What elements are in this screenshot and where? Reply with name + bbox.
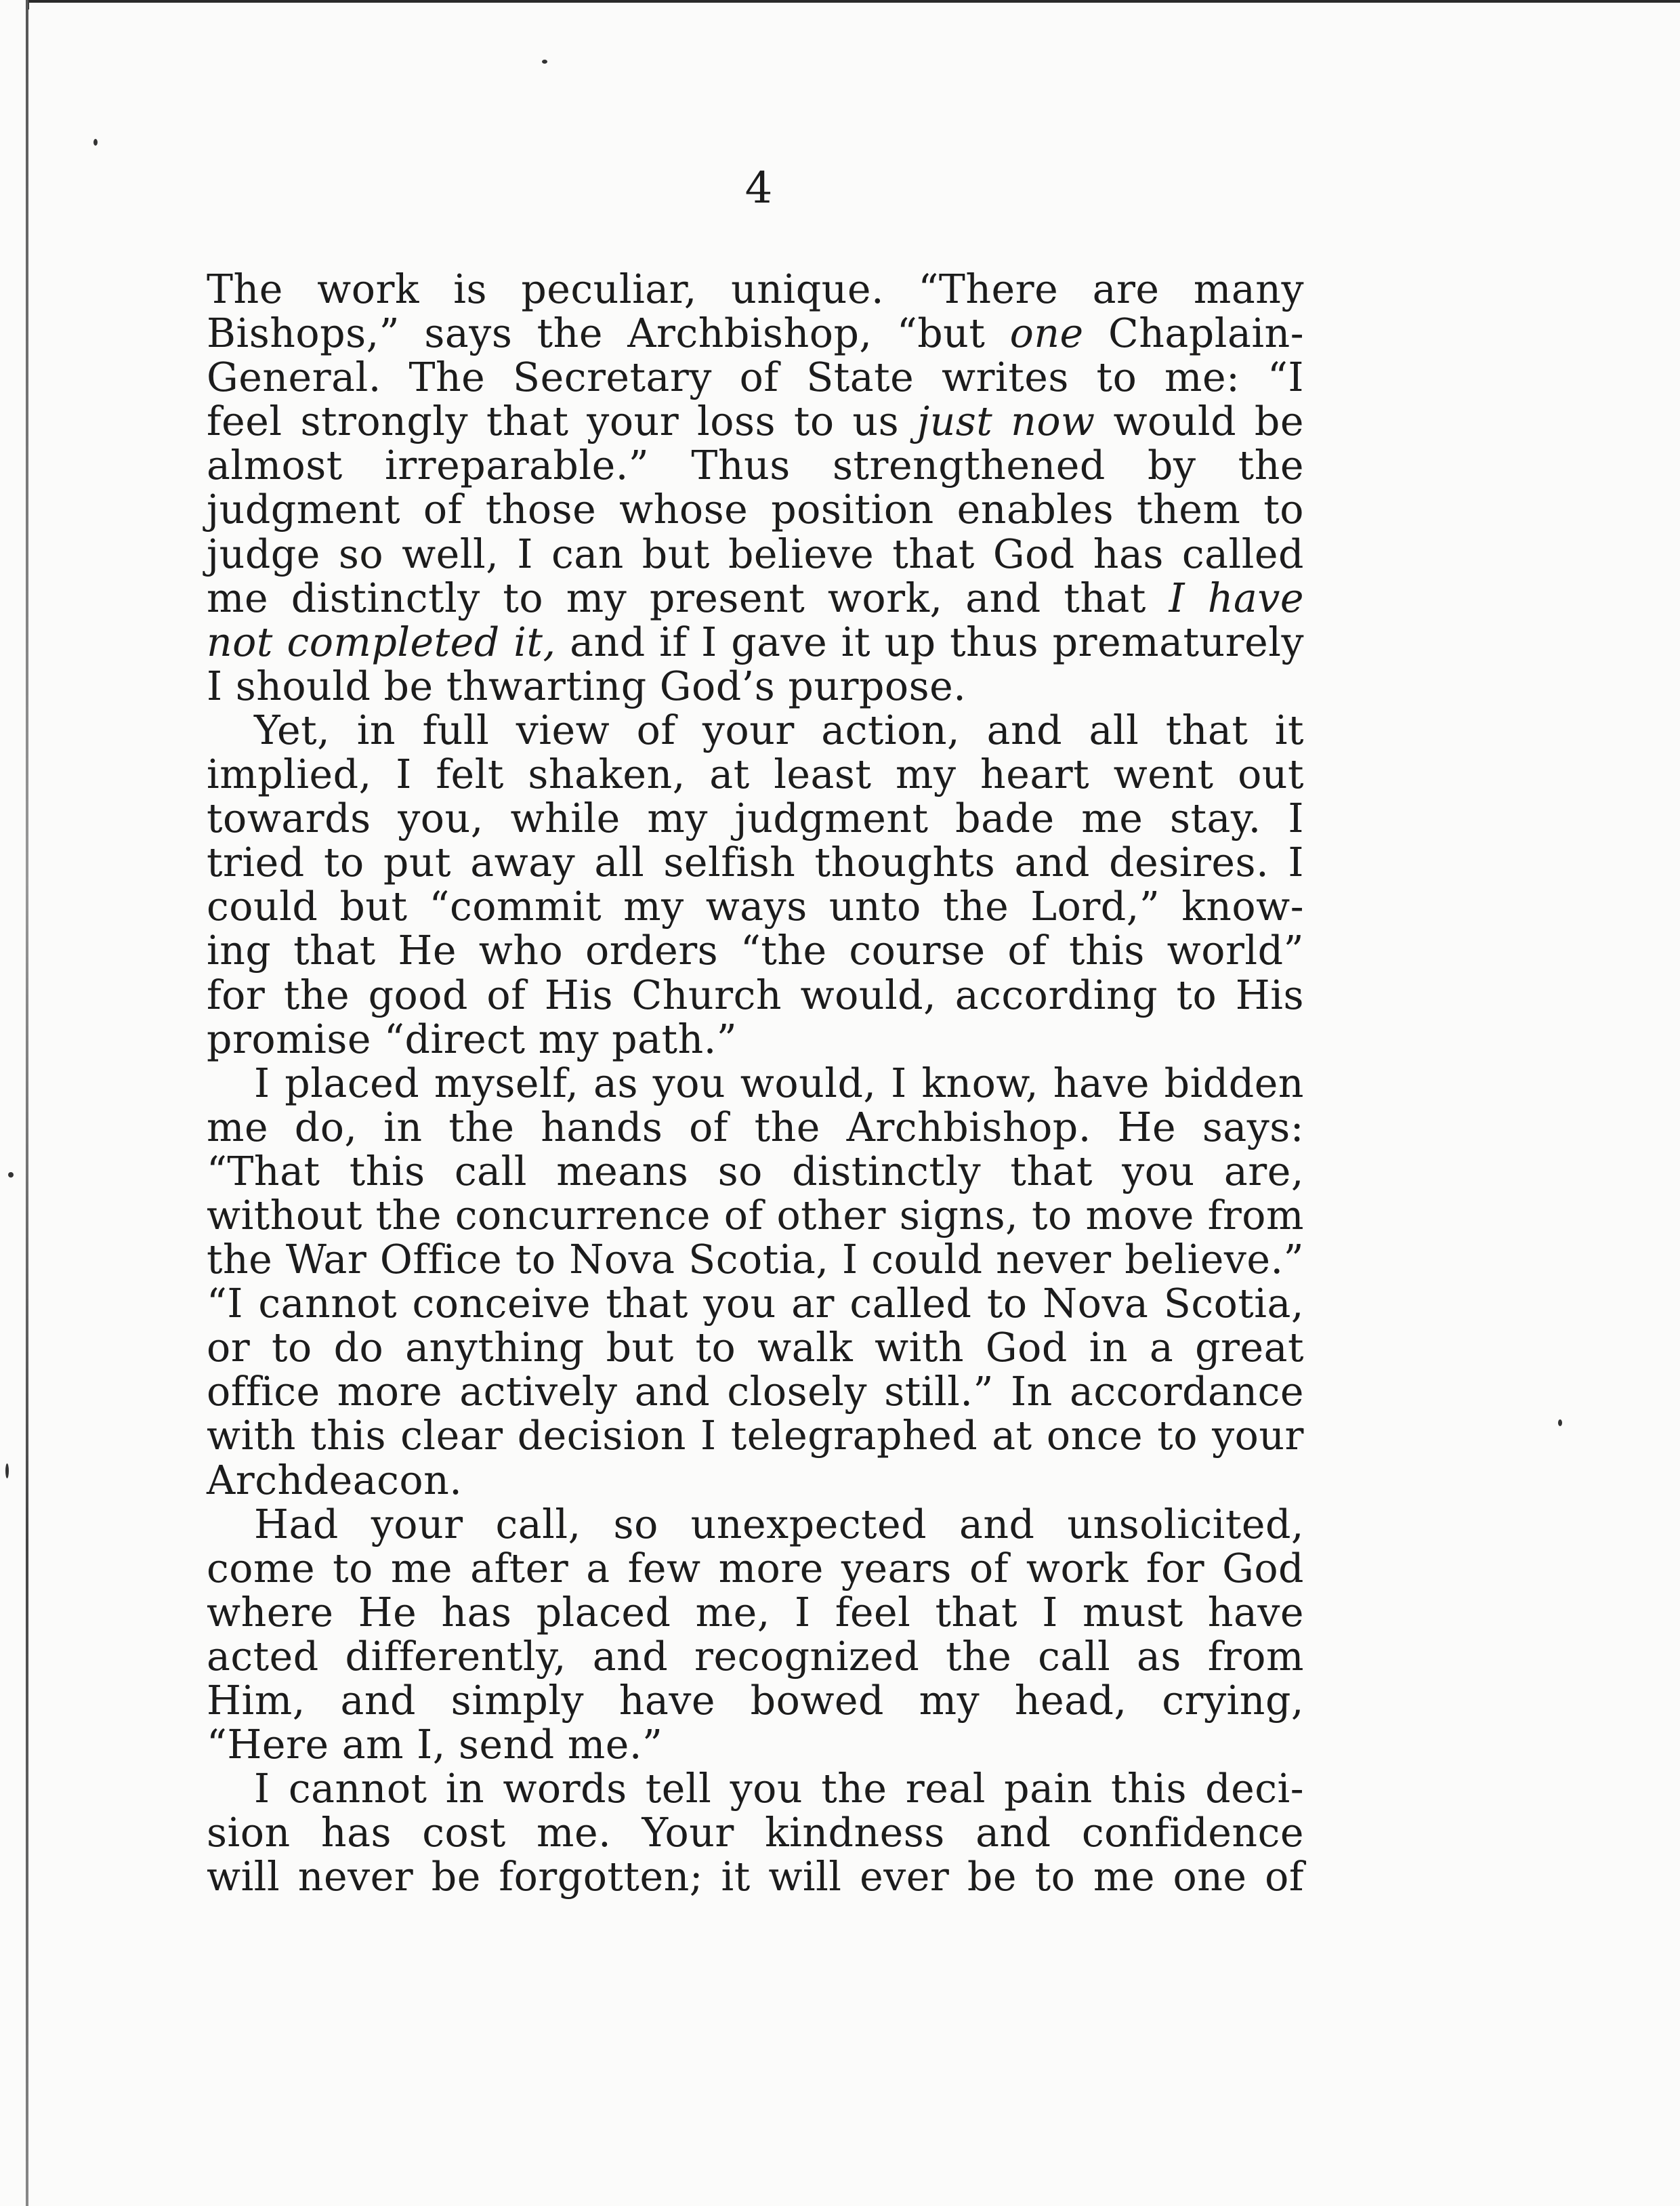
scan-speck [1558,1419,1562,1426]
text-line [207,709,1304,753]
line-text: acted differently, and recognized the call as from [207,1633,1304,1680]
line-italic-text: not completed it, [207,619,556,665]
text-line [207,1547,1304,1591]
line-text-after: and if I gave it up thus prematurely [555,619,1304,665]
line-text: The work is peculiar, unique. “There are many [207,266,1304,312]
line-text: Had your call, so unexpected and unsolicited, [254,1501,1304,1547]
text-line [207,1811,1304,1855]
text-line [207,1503,1304,1547]
text-line [207,1370,1304,1414]
line-text: with this clear decision I telegraphed at once to your [207,1413,1304,1459]
line-text: “Here am I, send me.” [207,1722,663,1768]
line-italic-text: I have [1169,575,1304,621]
line-text: me distinctly to my present work, and that [207,575,1169,621]
text-line [207,356,1304,400]
scan-top-edge [27,0,1680,9]
text-line [207,530,1304,577]
line-text: I should be thwarting God’s purpose. [207,663,967,709]
line-text: “I cannot conceive that you ar called to Nova Scotia, [207,1281,1304,1327]
text-line [207,1723,1304,1767]
line-text: could but “commit my ways unto the Lord,” know- [207,883,1304,930]
text-line [207,974,1304,1018]
text-line [207,1414,1304,1458]
text-line [207,885,1304,929]
line-text: judgment of those whose position enables them to [207,486,1304,533]
line-text: or to do anything but to walk with God in a great [207,1325,1304,1371]
line-text: ing that He who orders “the course of this world” [207,928,1304,974]
line-text: tried to put away all selfish thoughts and desires. I [207,839,1304,886]
line-text: office more actively and closely still.” In accordance [207,1369,1304,1415]
text-line [207,1150,1304,1194]
text-line [207,1635,1304,1679]
line-text: implied, I felt shaken, at least my heart went out [207,751,1304,798]
text-line [207,1238,1304,1282]
line-text: feel strongly that your loss to us [207,398,917,445]
text-line [207,268,1304,312]
line-text: where He has placed me, I feel that I must have [207,1589,1304,1636]
text-line [207,665,1304,709]
line-text-after: would be [1095,398,1304,445]
text-line [207,1018,1304,1062]
line-text: will never be forgotten; it will ever be to me one of [207,1854,1304,1900]
line-text: promise “direct my path.” [207,1016,738,1062]
text-line [207,1591,1304,1635]
line-text: Bishops,” says the Archbishop, “but [207,310,1010,357]
text-line [207,1679,1304,1723]
scan-left-edge [26,0,28,2206]
line-text: towards you, while my judgment bade me stay. I [207,795,1304,842]
page-number: 4 [744,163,773,213]
text-line [207,929,1304,973]
line-text: without the concurrence of other signs, to move from [207,1192,1304,1239]
scan-speck [5,1463,9,1478]
text-line [207,1194,1304,1238]
text-line [207,1459,1304,1503]
text-line [207,400,1304,444]
text-line [207,577,1304,621]
text-line [207,1326,1304,1370]
body-text [207,268,1304,1899]
line-text: sion has cost me. Your kindness and confidence [207,1810,1304,1856]
line-text: for the good of His Church would, according to His [207,972,1304,1018]
line-text: Archdeacon. [207,1457,463,1503]
text-line [207,1062,1304,1106]
text-line [207,488,1304,532]
scan-speck [8,1172,14,1178]
scan-speck [93,139,98,146]
text-line [207,621,1304,665]
line-text: “That this call means so distinctly that you are, [207,1148,1304,1194]
line-text: judge so well, I can but believe that God has called [207,530,1304,577]
text-line [207,1767,1304,1811]
line-text: come to me after a few more years of work for God [207,1545,1304,1591]
line-text: the War Office to Nova Scotia, I could never believe.” [207,1236,1304,1283]
text-line [207,444,1304,488]
text-line [207,1855,1304,1899]
line-text: Him, and simply have bowed my head, crying, [207,1678,1304,1724]
text-line [207,312,1304,356]
line-text: I placed myself, as you would, I know, have bidden [254,1060,1304,1106]
line-text: almost irreparable.” Thus strengthened by the [207,442,1304,489]
line-text: General. The Secretary of State writes to me: “I [207,354,1304,401]
text-line [207,1106,1304,1150]
line-italic-text: one [1009,310,1084,357]
text-line [207,841,1304,885]
text-line [207,1282,1304,1326]
line-text: me do, in the hands of the Archbishop. He says: [207,1104,1304,1150]
line-text: Yet, in full view of your action, and all that it [254,707,1304,753]
scan-speck [542,60,547,64]
line-text-after: Chaplain- [1083,310,1304,357]
line-italic-text: just now [917,398,1095,445]
text-line [207,753,1304,797]
text-line [207,797,1304,841]
line-text: I cannot in words tell you the real pain this deci- [254,1766,1304,1812]
